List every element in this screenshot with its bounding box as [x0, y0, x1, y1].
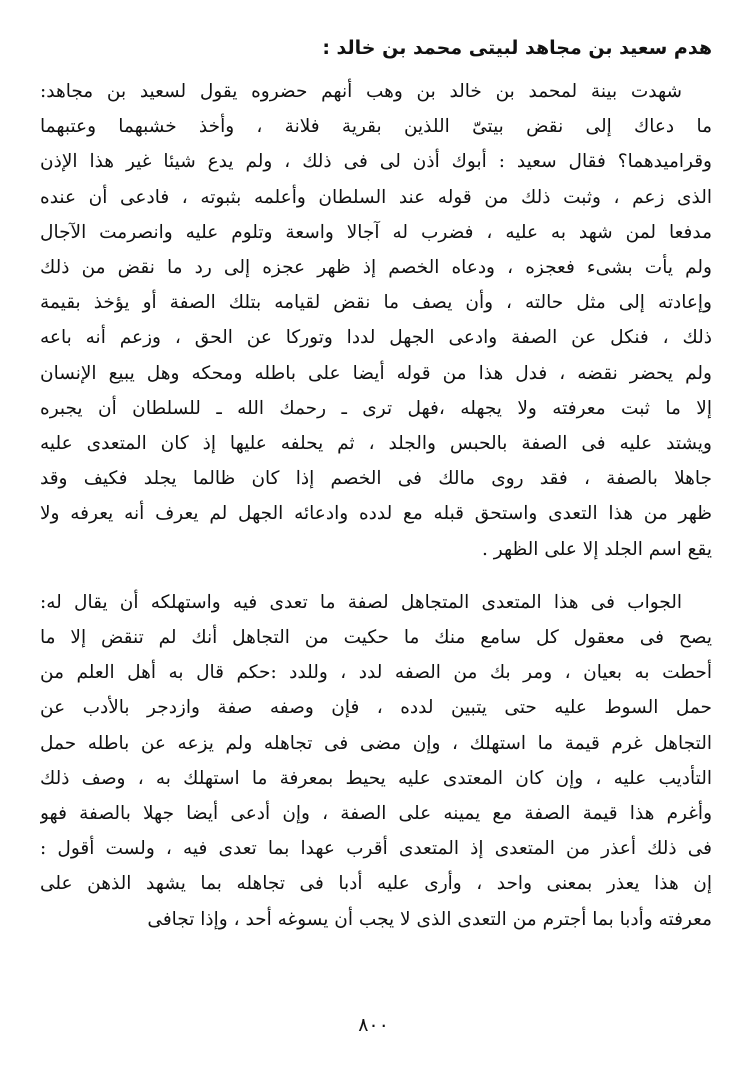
- text-line: ذلك ، فنكل عن الصفة وادعى الجهل لددا وتوركا عن الحق ، وزعم أنه باعه: [40, 327, 712, 349]
- text-line: ما دعاك إلى نقض بيتىّ اللذين بقرية فلانة ، وأخذ خشبهما وعتبهما: [40, 116, 712, 138]
- text-line: ويشتد عليه فى الصفة بالحبس والجلد ، ثم يحلفه عليها إذ كان المتعدى عليه: [40, 433, 712, 455]
- text-line: وقراميدهما؟ فقال سعيد : أبوك أذن لى فى ذلك ، ولم يدع شيئا غير هذا الإذن: [40, 151, 712, 173]
- text-line: وأغرم هذا قيمة الصفة مع يمينه على الصفة ، وإن أدعى أيضا جهلا بالصفة فهو: [40, 803, 712, 825]
- text-line: إلا ما ثبت معرفته ولا يجهله ،فهل ترى ـ رحمك الله ـ للسلطان أن يجبره: [40, 397, 712, 419]
- text-line: التأديب عليه ، وإن كان المعتدى عليه يحيط بمعرفة ما استهلك به ، وصف ذلك: [40, 767, 712, 789]
- text-line: ولم يحضر نقضه ، فدل هذا من قوله أيضا على باطله ومحكه وهل يبيع الإنسان: [40, 362, 712, 384]
- text-line: يقع اسم الجلد إلا على الظهر .: [482, 538, 712, 560]
- text-line: ظهر من هذا التعدى واستحق قبله مع لدده وادعائه الجهل لم يعرف أنه يعرفه ولا: [40, 503, 712, 525]
- text-line: شهدت بينة لمحمد بن خالد بن وهب أنهم حضروه يقول لسعيد بن مجاهد:: [40, 81, 682, 102]
- text-line: الجواب فى هذا المتعدى المتجاهل لصفة ما تعدى فيه واستهلكه أن يقال له:: [40, 591, 682, 613]
- text-line: يصح فى معقول كل سامع منك ما حكيت من التجاهل أنك لم تنقض إلا ما: [40, 627, 712, 649]
- text-line: جاهلا بالصفة ، فقد روى مالك فى الخصم إذا كان ظالما يجلد فكيف وقد: [40, 468, 712, 490]
- page-number: ٨٠٠: [358, 1014, 389, 1036]
- text-line: ولم يأت بشىء فعجزه ، ودعاه الخصم إذ ظهر عجزه إلى رد ما نقض من ذلك: [40, 257, 712, 279]
- section-heading: هدم سعيد بن مجاهد لبيتى محمد بن خالد :: [322, 37, 712, 59]
- text-line: فى ذلك أعذر من المتعدى إذ المتعدى أقرب عهدا بما تعدى فيه ، ولست أقول :: [40, 838, 712, 860]
- text-line: الذى زعم ، وثبت ذلك من قوله عند السلطان وأعلمه بثبوته ، فادعى أن عنده: [40, 186, 712, 208]
- text-line: وإعادته إلى مثل حالته ، وأن يصف ما نقض لقيامه بتلك الصفة أو يؤخذ بقيمة: [40, 292, 712, 314]
- text-line: التجاهل غرم قيمة ما استهلك ، وإن مضى فى تجاهله ولم يزعه عن باطله حمل: [40, 732, 712, 754]
- text-line: حمل السوط عليه حتى يتبين لدده ، فإن وصفه صفة وازدجر بالأدب عن: [40, 697, 712, 719]
- document-page: [40, 28, 712, 937]
- question-paragraph: [40, 74, 712, 567]
- text-line: إن هذا يعذر بمعنى واحد ، وأرى عليه أدبا فى تجاهله بما يشهد الذهن على: [40, 873, 712, 895]
- text-line: أحطت به بعيان ، ومر بك من الصفه لدد ، وللدد :حكم قال به أهل العلم من: [40, 662, 712, 684]
- answer-paragraph: [40, 585, 712, 937]
- text-line: مدفعا لمن شهد به عليه ، فضرب له آجالا واسعة وتلوم عليه وانصرمت الآجال: [40, 221, 712, 243]
- text-line: معرفته وأدبا بما أجترم من التعدى الذى لا يجب أن يسوغه أحد ، وإذا تجافى: [147, 908, 712, 930]
